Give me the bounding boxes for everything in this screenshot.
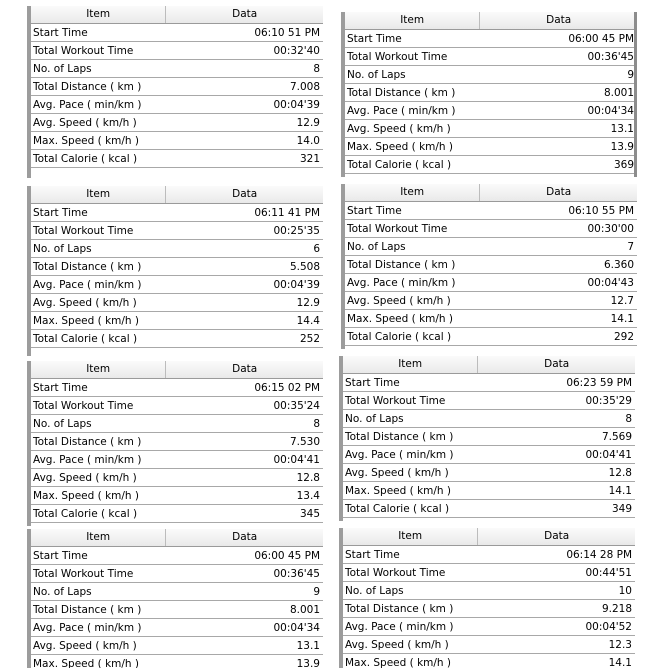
row-label: No. of Laps: [347, 240, 406, 253]
row-label: Total Workout Time: [347, 222, 448, 235]
row-value: 345: [299, 507, 320, 520]
row-value: 00:32'40: [273, 44, 320, 57]
row-value: 8: [313, 62, 320, 75]
row-value: 00:36'45: [587, 50, 634, 63]
table-row[interactable]: [343, 500, 635, 518]
row-value: 00:04'39: [273, 278, 320, 291]
table-row[interactable]: [31, 24, 323, 42]
row-label: Avg. Pace ( min/km ): [347, 104, 456, 117]
table-row[interactable]: [31, 433, 323, 451]
table-row[interactable]: [343, 654, 635, 668]
row-value: 00:25'35: [273, 224, 320, 237]
row-label: Total Calorie ( kcal ): [345, 502, 450, 515]
table-row[interactable]: [345, 220, 637, 238]
row-value: 14.1: [608, 656, 632, 668]
table-row[interactable]: [343, 410, 635, 428]
row-value: 14.1: [608, 484, 632, 497]
row-label: Avg. Speed ( km/h ): [33, 639, 137, 652]
table-row[interactable]: [31, 150, 323, 168]
column-header-data[interactable]: Data: [232, 531, 258, 543]
row-label: Total Calorie ( kcal ): [33, 152, 138, 165]
row-label: No. of Laps: [345, 584, 404, 597]
table-row[interactable]: [345, 202, 637, 220]
row-label: No. of Laps: [347, 68, 406, 81]
table-header: [345, 184, 637, 202]
row-label: No. of Laps: [33, 242, 92, 255]
row-label: Avg. Pace ( min/km ): [33, 98, 142, 111]
table-header: [31, 6, 323, 24]
table-row[interactable]: [345, 66, 637, 84]
row-label: No. of Laps: [33, 62, 92, 75]
row-value: 5.508: [289, 260, 320, 273]
row-label: Total Workout Time: [33, 399, 134, 412]
column-header-item[interactable]: Item: [31, 186, 166, 203]
row-value: 00:35'24: [273, 399, 320, 412]
row-label: Start Time: [33, 26, 88, 39]
row-value: 9: [313, 585, 320, 598]
row-label: Max. Speed ( km/h ): [33, 314, 140, 327]
panel-scroll-edge: [634, 12, 637, 177]
column-header-item[interactable]: Item: [31, 361, 166, 378]
row-value: 12.9: [296, 296, 320, 309]
table-row[interactable]: [31, 294, 323, 312]
table-row[interactable]: [31, 42, 323, 60]
column-header-data[interactable]: Data: [546, 14, 572, 26]
row-value: 06:00 45 PM: [568, 32, 634, 45]
table-row[interactable]: [31, 619, 323, 637]
table-row[interactable]: [343, 374, 635, 392]
table-row[interactable]: [31, 312, 323, 330]
workout-panel-4: [341, 184, 637, 349]
row-value: 13.1: [610, 122, 634, 135]
row-value: 9.218: [601, 602, 632, 615]
table-row[interactable]: [345, 292, 637, 310]
column-header-data[interactable]: Data: [544, 530, 570, 542]
row-value: 13.4: [296, 489, 320, 502]
row-value: 00:04'52: [585, 620, 632, 633]
row-label: Total Distance ( km ): [347, 258, 456, 271]
table-row[interactable]: [343, 446, 635, 464]
table-row[interactable]: [31, 565, 323, 583]
column-header-item[interactable]: Item: [345, 12, 480, 29]
row-label: Total Distance ( km ): [345, 602, 454, 615]
table-row[interactable]: [31, 655, 323, 668]
row-value: 00:30'00: [587, 222, 634, 235]
row-label: Avg. Speed ( km/h ): [33, 471, 137, 484]
row-value: 12.9: [296, 116, 320, 129]
row-value: 12.7: [610, 294, 634, 307]
row-label: Start Time: [347, 204, 402, 217]
table-row[interactable]: [31, 397, 323, 415]
table-row[interactable]: [343, 546, 635, 564]
table-row[interactable]: [31, 379, 323, 397]
row-value: 8.001: [603, 86, 634, 99]
row-label: Max. Speed ( km/h ): [345, 484, 452, 497]
row-value: 06:10 55 PM: [568, 204, 634, 217]
row-label: Total Distance ( km ): [33, 80, 142, 93]
row-label: Total Calorie ( kcal ): [33, 507, 138, 520]
row-value: 00:04'41: [273, 453, 320, 466]
workout-panel-8: [339, 528, 635, 668]
workout-panel-2: [341, 12, 637, 177]
column-header-item[interactable]: Item: [31, 6, 166, 23]
row-value: 00:04'34: [587, 104, 634, 117]
row-label: Max. Speed ( km/h ): [345, 656, 452, 668]
column-header-data[interactable]: Data: [232, 8, 258, 20]
row-label: Avg. Speed ( km/h ): [345, 466, 449, 479]
table-row[interactable]: [343, 482, 635, 500]
table-row[interactable]: [343, 600, 635, 618]
workout-panel-6: [339, 356, 635, 521]
column-header-item[interactable]: Item: [345, 184, 480, 201]
row-value: 13.1: [296, 639, 320, 652]
column-header-data[interactable]: Data: [546, 186, 572, 198]
row-label: Max. Speed ( km/h ): [347, 312, 454, 325]
table-row[interactable]: [31, 96, 323, 114]
row-value: 13.9: [610, 140, 634, 153]
row-label: Max. Speed ( km/h ): [33, 489, 140, 502]
row-value: 06:10 51 PM: [254, 26, 320, 39]
row-value: 00:04'34: [273, 621, 320, 634]
row-value: 12.8: [296, 471, 320, 484]
row-label: Avg. Speed ( km/h ): [347, 122, 451, 135]
row-label: Total Calorie ( kcal ): [347, 330, 452, 343]
row-value: 321: [299, 152, 320, 165]
table-row[interactable]: [345, 48, 637, 66]
table-row[interactable]: [31, 583, 323, 601]
row-label: Avg. Speed ( km/h ): [345, 638, 449, 651]
row-value: 7.008: [289, 80, 320, 93]
row-label: Start Time: [347, 32, 402, 45]
table-header: [31, 529, 323, 547]
table-row[interactable]: [31, 204, 323, 222]
row-value: 7: [627, 240, 634, 253]
row-value: 06:14 28 PM: [566, 548, 632, 561]
row-label: Total Distance ( km ): [33, 260, 142, 273]
row-label: Total Distance ( km ): [345, 430, 454, 443]
table-row[interactable]: [31, 78, 323, 96]
row-label: Total Distance ( km ): [347, 86, 456, 99]
row-label: Avg. Pace ( min/km ): [347, 276, 456, 289]
row-value: 8.001: [289, 603, 320, 616]
row-value: 6: [313, 242, 320, 255]
row-label: Total Distance ( km ): [33, 603, 142, 616]
row-value: 7.530: [289, 435, 320, 448]
row-value: 06:15 02 PM: [254, 381, 320, 394]
row-value: 06:00 45 PM: [254, 549, 320, 562]
row-label: No. of Laps: [33, 585, 92, 598]
table-row[interactable]: [31, 222, 323, 240]
table-header: [343, 356, 635, 374]
row-label: Max. Speed ( km/h ): [347, 140, 454, 153]
table-row[interactable]: [343, 564, 635, 582]
row-label: Avg. Pace ( min/km ): [33, 453, 142, 466]
table-row[interactable]: [31, 637, 323, 655]
table-row[interactable]: [343, 428, 635, 446]
table-row[interactable]: [31, 258, 323, 276]
row-label: Max. Speed ( km/h ): [33, 134, 140, 147]
column-header-data[interactable]: Data: [544, 358, 570, 370]
column-header-item[interactable]: Item: [343, 528, 478, 545]
row-label: Start Time: [345, 376, 400, 389]
table-row[interactable]: [31, 487, 323, 505]
workout-panel-7: [27, 529, 323, 668]
row-label: Total Distance ( km ): [33, 435, 142, 448]
row-value: 10: [618, 584, 632, 597]
row-label: Total Workout Time: [345, 566, 446, 579]
row-value: 00:04'41: [585, 448, 632, 461]
table-row[interactable]: [345, 102, 637, 120]
row-label: Total Workout Time: [33, 224, 134, 237]
row-value: 14.4: [296, 314, 320, 327]
table-row[interactable]: [31, 60, 323, 78]
table-row[interactable]: [343, 618, 635, 636]
row-label: Start Time: [33, 206, 88, 219]
row-label: No. of Laps: [33, 417, 92, 430]
table-row[interactable]: [345, 156, 637, 174]
workout-panel-1: [27, 6, 323, 178]
table-row[interactable]: [31, 505, 323, 523]
row-value: 8: [313, 417, 320, 430]
row-label: Max. Speed ( km/h ): [33, 657, 140, 668]
row-value: 369: [613, 158, 634, 171]
table-row[interactable]: [31, 601, 323, 619]
row-label: Avg. Pace ( min/km ): [33, 621, 142, 634]
table-row[interactable]: [345, 30, 637, 48]
row-value: 9: [627, 68, 634, 81]
row-label: No. of Laps: [345, 412, 404, 425]
table-row[interactable]: [31, 240, 323, 258]
row-label: Avg. Pace ( min/km ): [33, 278, 142, 291]
row-value: 00:04'39: [273, 98, 320, 111]
table-row[interactable]: [31, 469, 323, 487]
table-row[interactable]: [343, 636, 635, 654]
row-label: Start Time: [33, 381, 88, 394]
table-row[interactable]: [343, 464, 635, 482]
row-value: 7.569: [601, 430, 632, 443]
table-row[interactable]: [345, 238, 637, 256]
workout-panel-3: [27, 186, 323, 356]
table-header: [31, 361, 323, 379]
row-value: 00:04'43: [587, 276, 634, 289]
row-value: 14.1: [610, 312, 634, 325]
row-label: Avg. Speed ( km/h ): [33, 116, 137, 129]
row-label: Total Workout Time: [33, 567, 134, 580]
row-label: Total Workout Time: [33, 44, 134, 57]
table-row[interactable]: [31, 547, 323, 565]
table-header: [31, 186, 323, 204]
table-row[interactable]: [345, 328, 637, 346]
table-row[interactable]: [345, 138, 637, 156]
row-value: 252: [299, 332, 320, 345]
row-label: Start Time: [345, 548, 400, 561]
table-row[interactable]: [31, 114, 323, 132]
row-value: 00:35'29: [585, 394, 632, 407]
row-label: Total Workout Time: [345, 394, 446, 407]
row-value: 292: [613, 330, 634, 343]
table-row[interactable]: [345, 120, 637, 138]
table-row[interactable]: [345, 310, 637, 328]
table-row[interactable]: [31, 451, 323, 469]
table-row[interactable]: [343, 582, 635, 600]
row-value: 8: [625, 412, 632, 425]
row-label: Avg. Speed ( km/h ): [347, 294, 451, 307]
workout-panel-5: [27, 361, 323, 526]
row-value: 349: [611, 502, 632, 515]
row-value: 06:23 59 PM: [566, 376, 632, 389]
row-value: 12.3: [608, 638, 632, 651]
row-label: Start Time: [33, 549, 88, 562]
table-row[interactable]: [343, 392, 635, 410]
table-row[interactable]: [345, 256, 637, 274]
table-row[interactable]: [345, 274, 637, 292]
column-header-data[interactable]: Data: [232, 363, 258, 375]
column-header-data[interactable]: Data: [232, 188, 258, 200]
column-header-item[interactable]: Item: [343, 356, 478, 373]
row-value: 12.8: [608, 466, 632, 479]
table-row[interactable]: [345, 84, 637, 102]
row-label: Avg. Speed ( km/h ): [33, 296, 137, 309]
column-header-item[interactable]: Item: [31, 529, 166, 546]
row-label: Total Calorie ( kcal ): [347, 158, 452, 171]
row-value: 00:44'51: [585, 566, 632, 579]
row-value: 6.360: [603, 258, 634, 271]
table-row[interactable]: [31, 330, 323, 348]
row-label: Avg. Pace ( min/km ): [345, 448, 454, 461]
row-label: Total Calorie ( kcal ): [33, 332, 138, 345]
row-value: 14.0: [296, 134, 320, 147]
table-header: [343, 528, 635, 546]
row-value: 00:36'45: [273, 567, 320, 580]
table-header: [345, 12, 637, 30]
table-row[interactable]: [31, 276, 323, 294]
row-value: 06:11 41 PM: [254, 206, 320, 219]
row-label: Total Workout Time: [347, 50, 448, 63]
table-row[interactable]: [31, 132, 323, 150]
row-label: Avg. Pace ( min/km ): [345, 620, 454, 633]
row-value: 13.9: [296, 657, 320, 668]
table-row[interactable]: [31, 415, 323, 433]
